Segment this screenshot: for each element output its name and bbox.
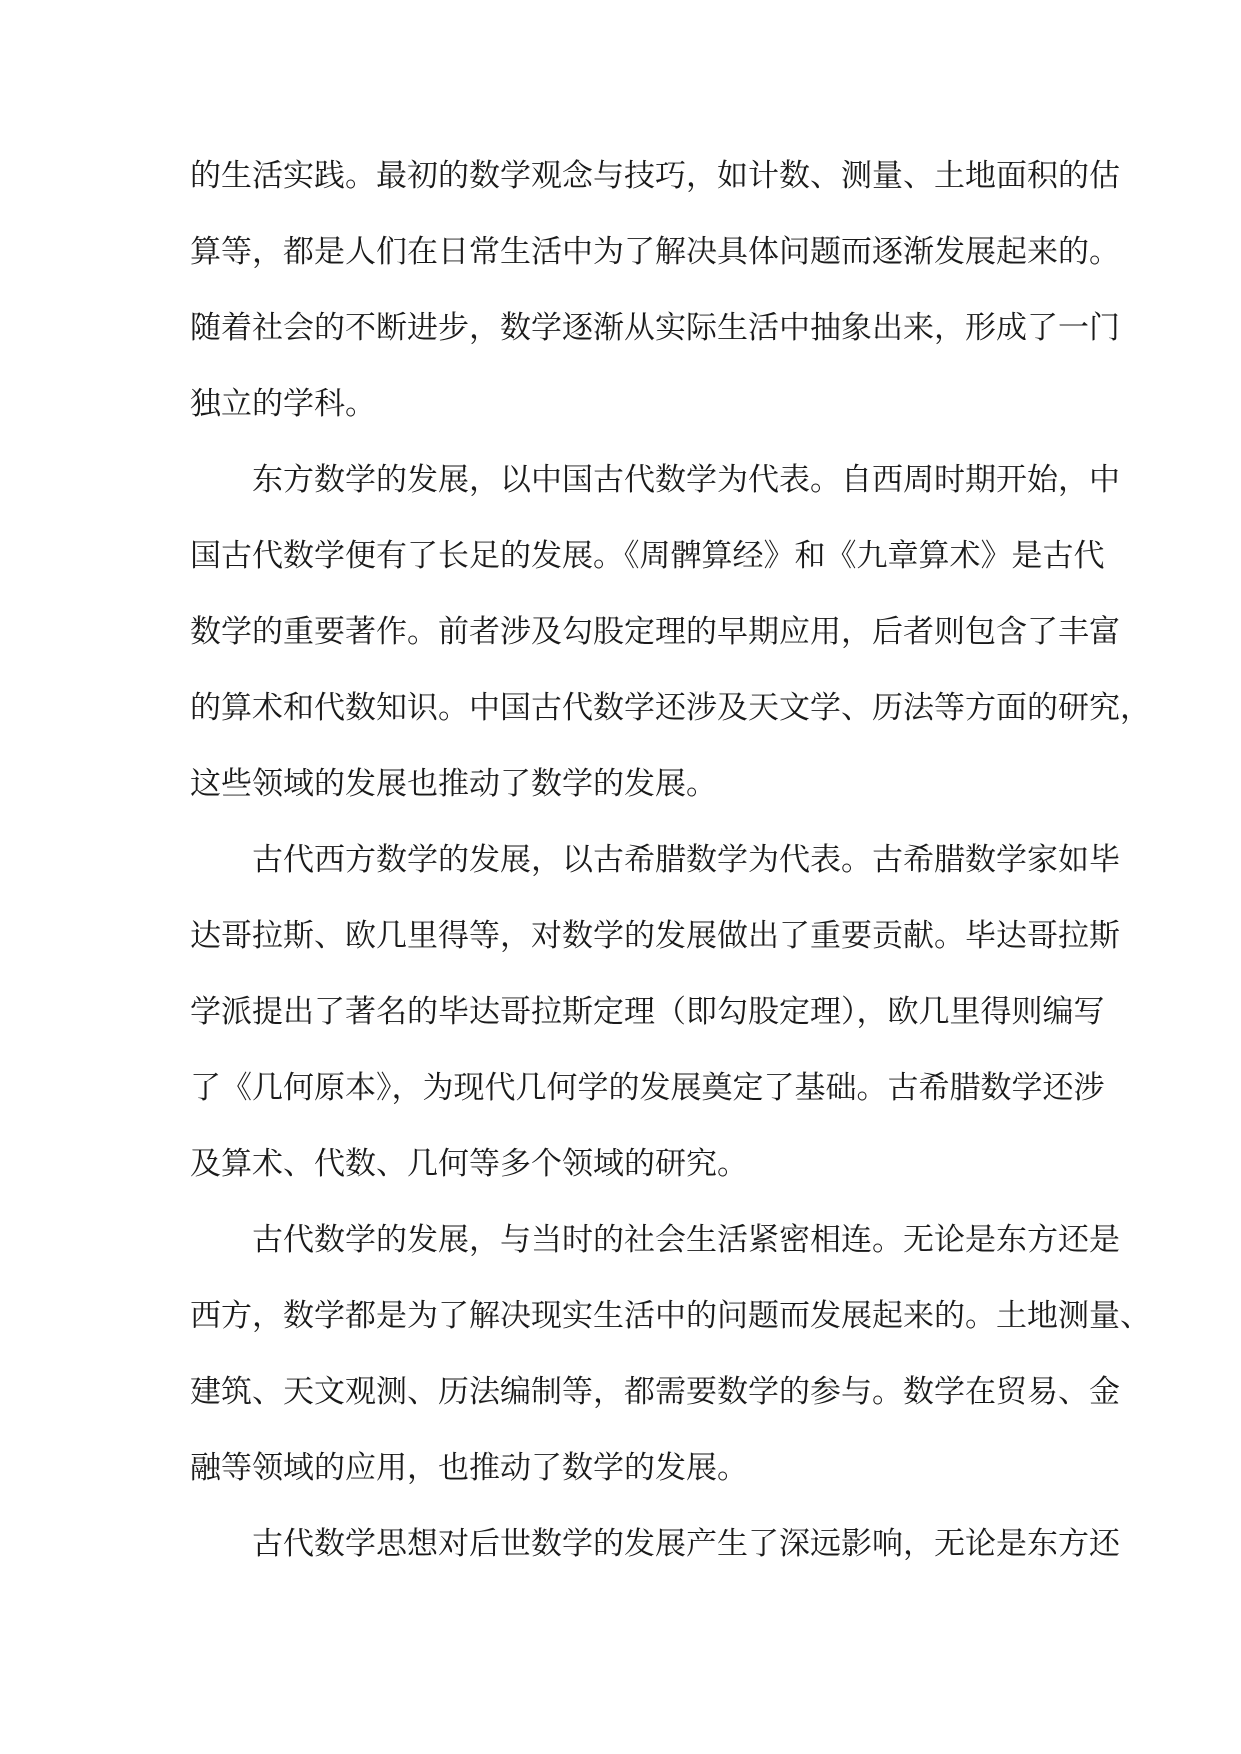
text-line: 古代数学思想对后世数学的发展产生了深远影响，无论是东方还 [252, 1526, 1120, 1562]
text-line: 及算术、代数、几何等多个领域的研究。 [190, 1146, 748, 1182]
text-line: 国古代数学便有了长足的发展。《周髀算经》和《九章算术》是古代 [190, 538, 1105, 574]
text-line: 了《几何原本》，为现代几何学的发展奠定了基础。古希腊数学还涉 [190, 1070, 1105, 1106]
text-line: 数学的重要著作。前者涉及勾股定理的早期应用，后者则包含了丰富 [190, 614, 1120, 650]
document-body [190, 138, 1151, 1582]
text-line: 的算术和代数知识。中国古代数学还涉及天文学、历法等方面的研究， [190, 690, 1151, 726]
text-line: 建筑、天文观测、历法编制等，都需要数学的参与。数学在贸易、金 [190, 1374, 1120, 1410]
text-line: 古代西方数学的发展，以古希腊数学为代表。古希腊数学家如毕 [252, 842, 1120, 878]
text-line: 东方数学的发展，以中国古代数学为代表。自西周时期开始，中 [252, 462, 1120, 498]
text-line: 西方，数学都是为了解决现实生活中的问题而发展起来的。土地测量、 [190, 1298, 1151, 1334]
text-line: 算等，都是人们在日常生活中为了解决具体问题而逐渐发展起来的。 [190, 234, 1120, 270]
text-line: 独立的学科。 [190, 386, 376, 422]
text-line: 随着社会的不断进步，数学逐渐从实际生活中抽象出来，形成了一门 [190, 310, 1120, 346]
paragraph-5 [190, 1506, 1120, 1582]
paragraph-3 [190, 822, 1120, 1202]
paragraph-2 [190, 442, 1151, 822]
text-line: 古代数学的发展，与当时的社会生活紧密相连。无论是东方还是 [252, 1222, 1120, 1258]
text-line: 达哥拉斯、欧几里得等，对数学的发展做出了重要贡献。毕达哥拉斯 [190, 918, 1120, 954]
text-line: 融等领域的应用，也推动了数学的发展。 [190, 1450, 748, 1486]
text-line: 学派提出了著名的毕达哥拉斯定理（即勾股定理），欧几里得则编写 [190, 994, 1105, 1030]
text-line: 的生活实践。最初的数学观念与技巧，如计数、测量、土地面积的估 [190, 158, 1120, 194]
text-line: 这些领域的发展也推动了数学的发展。 [190, 766, 717, 802]
paragraph-4 [190, 1202, 1151, 1506]
paragraph-1 [190, 138, 1120, 442]
